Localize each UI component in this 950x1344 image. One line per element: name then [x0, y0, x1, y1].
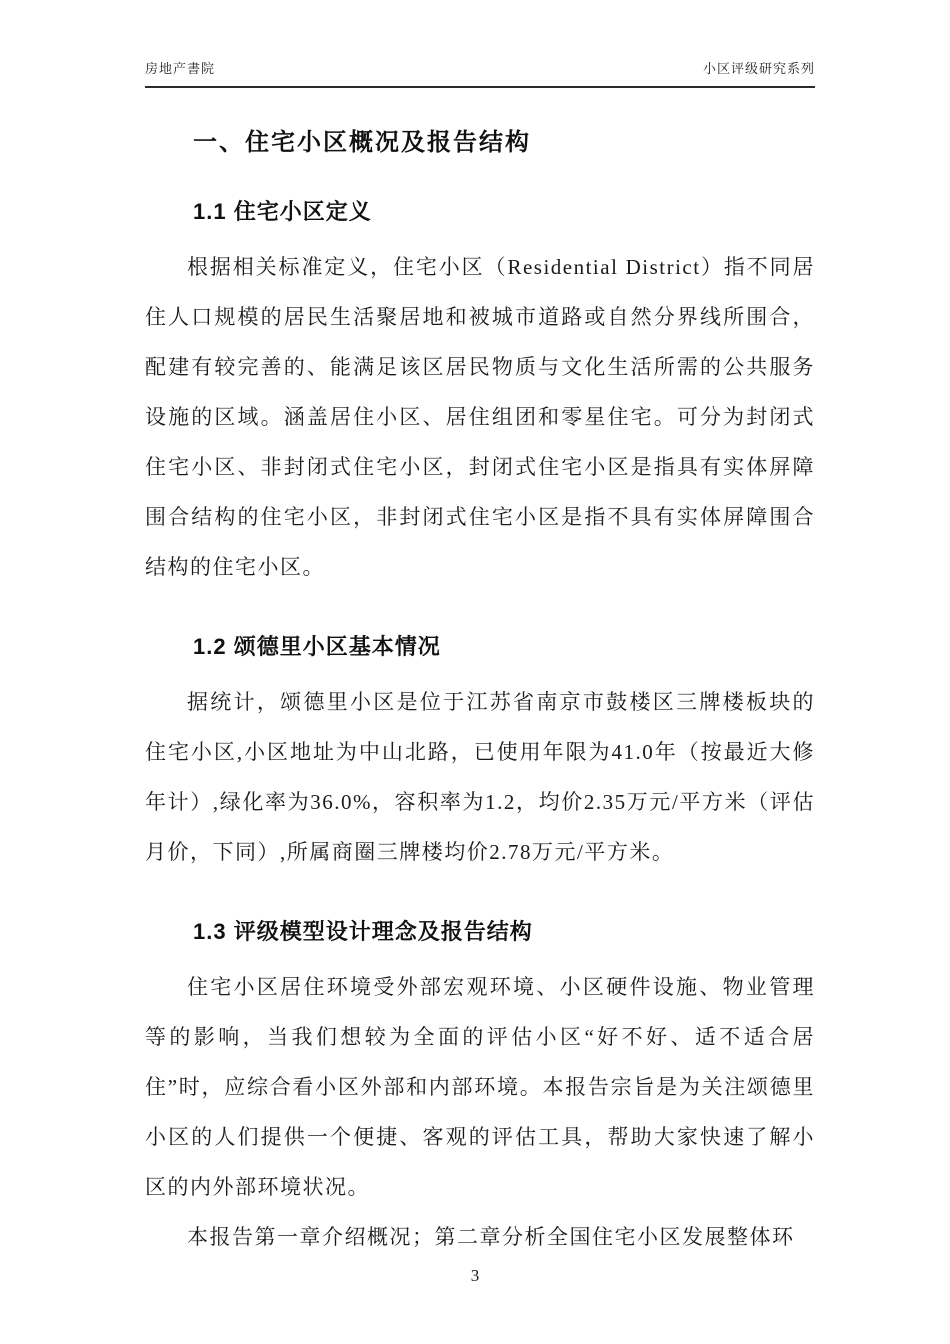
section-heading-1-1: 1.1 住宅小区定义: [193, 199, 372, 224]
section-heading-1-2: 1.2 颂德里小区基本情况: [193, 634, 441, 659]
document-body: [145, 122, 815, 1262]
section-model-design: [145, 915, 815, 1262]
paragraph: 根据相关标准定义，住宅小区（Residential District）指不同居住人口规模的居民生活聚居地和被城市道路或自然分界线所围合，配建有较完善的、能满足该区居民物质与文化生活所需的公共服务设施的区域。涵盖居住小区、居住组团和零星住宅。可分为封闭式住宅小区、非封闭式住宅小区，封闭式住宅小区是指具有实体屏障围合结构的住宅小区，非封闭式住宅小区是指不具有实体屏障围合结构的住宅小区。: [145, 255, 815, 579]
paragraph: 住宅小区居住环境受外部宏观环境、小区硬件设施、物业管理等的影响，当我们想较为全面的评估小区“好不好、适不适合居住”时，应综合看小区外部和内部环境。本报告宗旨是为关注颂德里小区的人们提供一个便捷、客观的评估工具，帮助大家快速了解小区的内外部环境状况。: [145, 975, 815, 1199]
paragraph: 据统计，颂德里小区是位于江苏省南京市鼓楼区三牌楼板块的住宅小区,小区地址为中山北路，已使用年限为41.0年（按最近大修年计）,绿化率为36.0%，容积率为1.2，均价2.35万元/平方米（评估月价，下同）,所属商圈三牌楼均价2.78万元/平方米。: [145, 690, 815, 864]
page-header: [145, 58, 815, 88]
section-heading-1-3: 1.3 评级模型设计理念及报告结构: [193, 919, 533, 944]
page-number: 3: [470, 1266, 480, 1285]
section-definition: [145, 195, 815, 592]
paragraph: 本报告第一章介绍概况；第二章分析全国住宅小区发展整体环: [187, 1225, 795, 1249]
header-left-text: 房地产書院: [145, 61, 216, 76]
chapter-title: 一、住宅小区概况及报告结构: [193, 129, 531, 156]
header-right-text: 小区评级研究系列: [702, 61, 815, 76]
section-basic-info: [145, 630, 815, 877]
